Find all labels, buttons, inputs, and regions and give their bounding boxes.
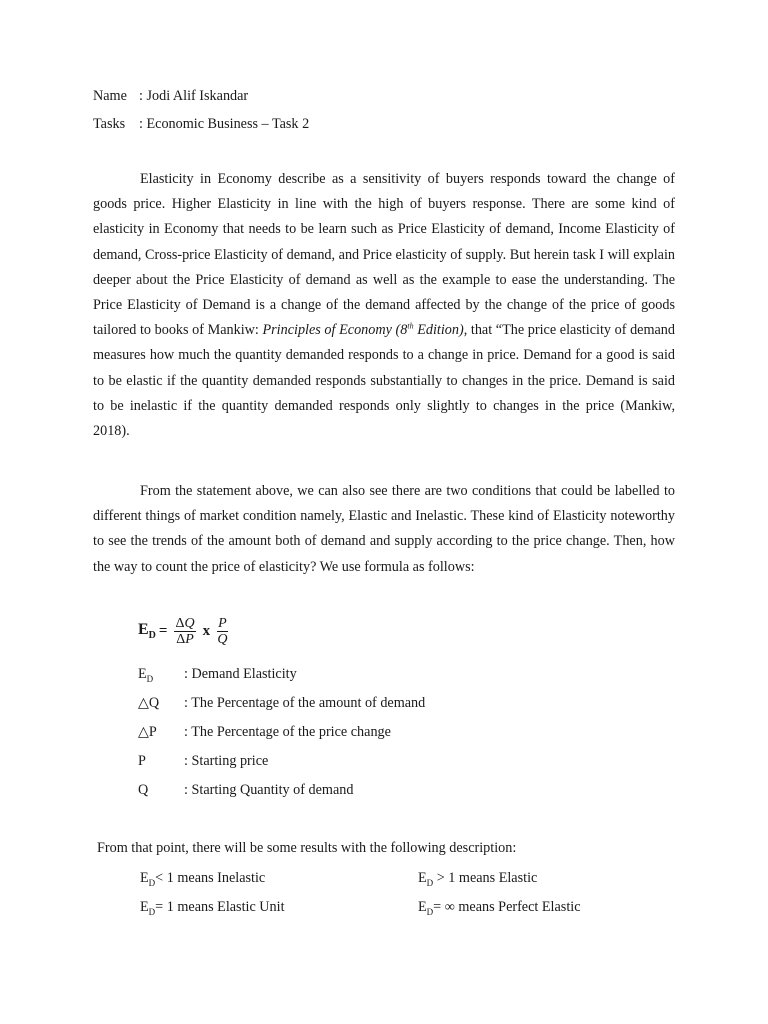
paragraph2-text: From the statement above, we can also see there are two conditions that could be labelled to different things of market condition namely, Elastic and Inelastic. These kind of Elasticity noteworthy to see the trends of the amount both of demand and supply according to the price change. Then, how the way to count the price of elasticity? We use formula as follows:: [93, 483, 675, 575]
name-line: [93, 86, 248, 106]
formula-equals: =: [158, 623, 168, 639]
fraction-p-over-q: $\frac{P}{Q}$: [217, 616, 228, 647]
result-perfect-elastic: $E_D=$ ∞ means Perfect Elastic: [418, 899, 581, 917]
paragraph-conditions: [93, 479, 675, 580]
elasticity-formula: [138, 616, 232, 647]
formula-lhs: $E_D$: [138, 621, 156, 642]
fraction-delta-q-over-delta-p: $\frac{\Delta Q}{\Delta P}$: [175, 616, 195, 647]
results-intro: From that point, there will be some results with the following description:: [97, 840, 517, 856]
result-elastic-unit: $E_D= 1$ means Elastic Unit: [140, 899, 285, 917]
result-elastic: $E_D > 1$ means Elastic: [418, 870, 538, 888]
paragraph1-part2: , that “The price elasticity of demand measures how much the quantity demanded responds to a change in price. Demand for a good is said to be elastic if the quantity demanded responds substantially to changes in the price. Demand is said to be inelastic if the quantity demanded responds only slightly to changes in the price (Mankiw, 2018).: [93, 322, 675, 440]
legend-row: △P : The Percentage of the price change: [138, 724, 391, 740]
tasks-label: Tasks: [93, 116, 126, 132]
paragraph-elasticity-intro: [93, 167, 675, 444]
tasks-line: [93, 114, 309, 134]
name-value: : Jodi Alif Iskandar: [139, 88, 249, 104]
legend-row: $E_D$ : Demand Elasticity: [138, 666, 297, 684]
result-inelastic: $E_D< 1$ means Inelastic: [140, 870, 266, 888]
legend-row: △Q : The Percentage of the amount of demand: [138, 695, 426, 711]
formula-times: x: [202, 623, 211, 639]
name-label: Name: [93, 88, 127, 104]
legend-row: P : Starting price: [138, 753, 269, 769]
paragraph1-part1: Elasticity in Economy describe as a sensitivity of buyers responds toward the change of goods price. Higher Elasticity in line with the high of buyers response. There are some kind of elasticity in Economy that needs to be learn such as Price Elasticity of demand, Income Elasticity of demand, Cross-price Elasticity of demand, and Price elasticity of supply. But herein task I will explain deeper about the Price Elasticity of demand as well as the example to ease the understanding. The Price Elasticity of Demand is a change of the demand affected by the change of the price of goods tailored to books of Mankiw:: [93, 171, 675, 339]
book-title: Principles of Economy (8th Edition): [262, 321, 464, 339]
tasks-value: : Economic Business – Task 2: [139, 116, 310, 132]
legend-row: Q : Starting Quantity of demand: [138, 782, 354, 798]
